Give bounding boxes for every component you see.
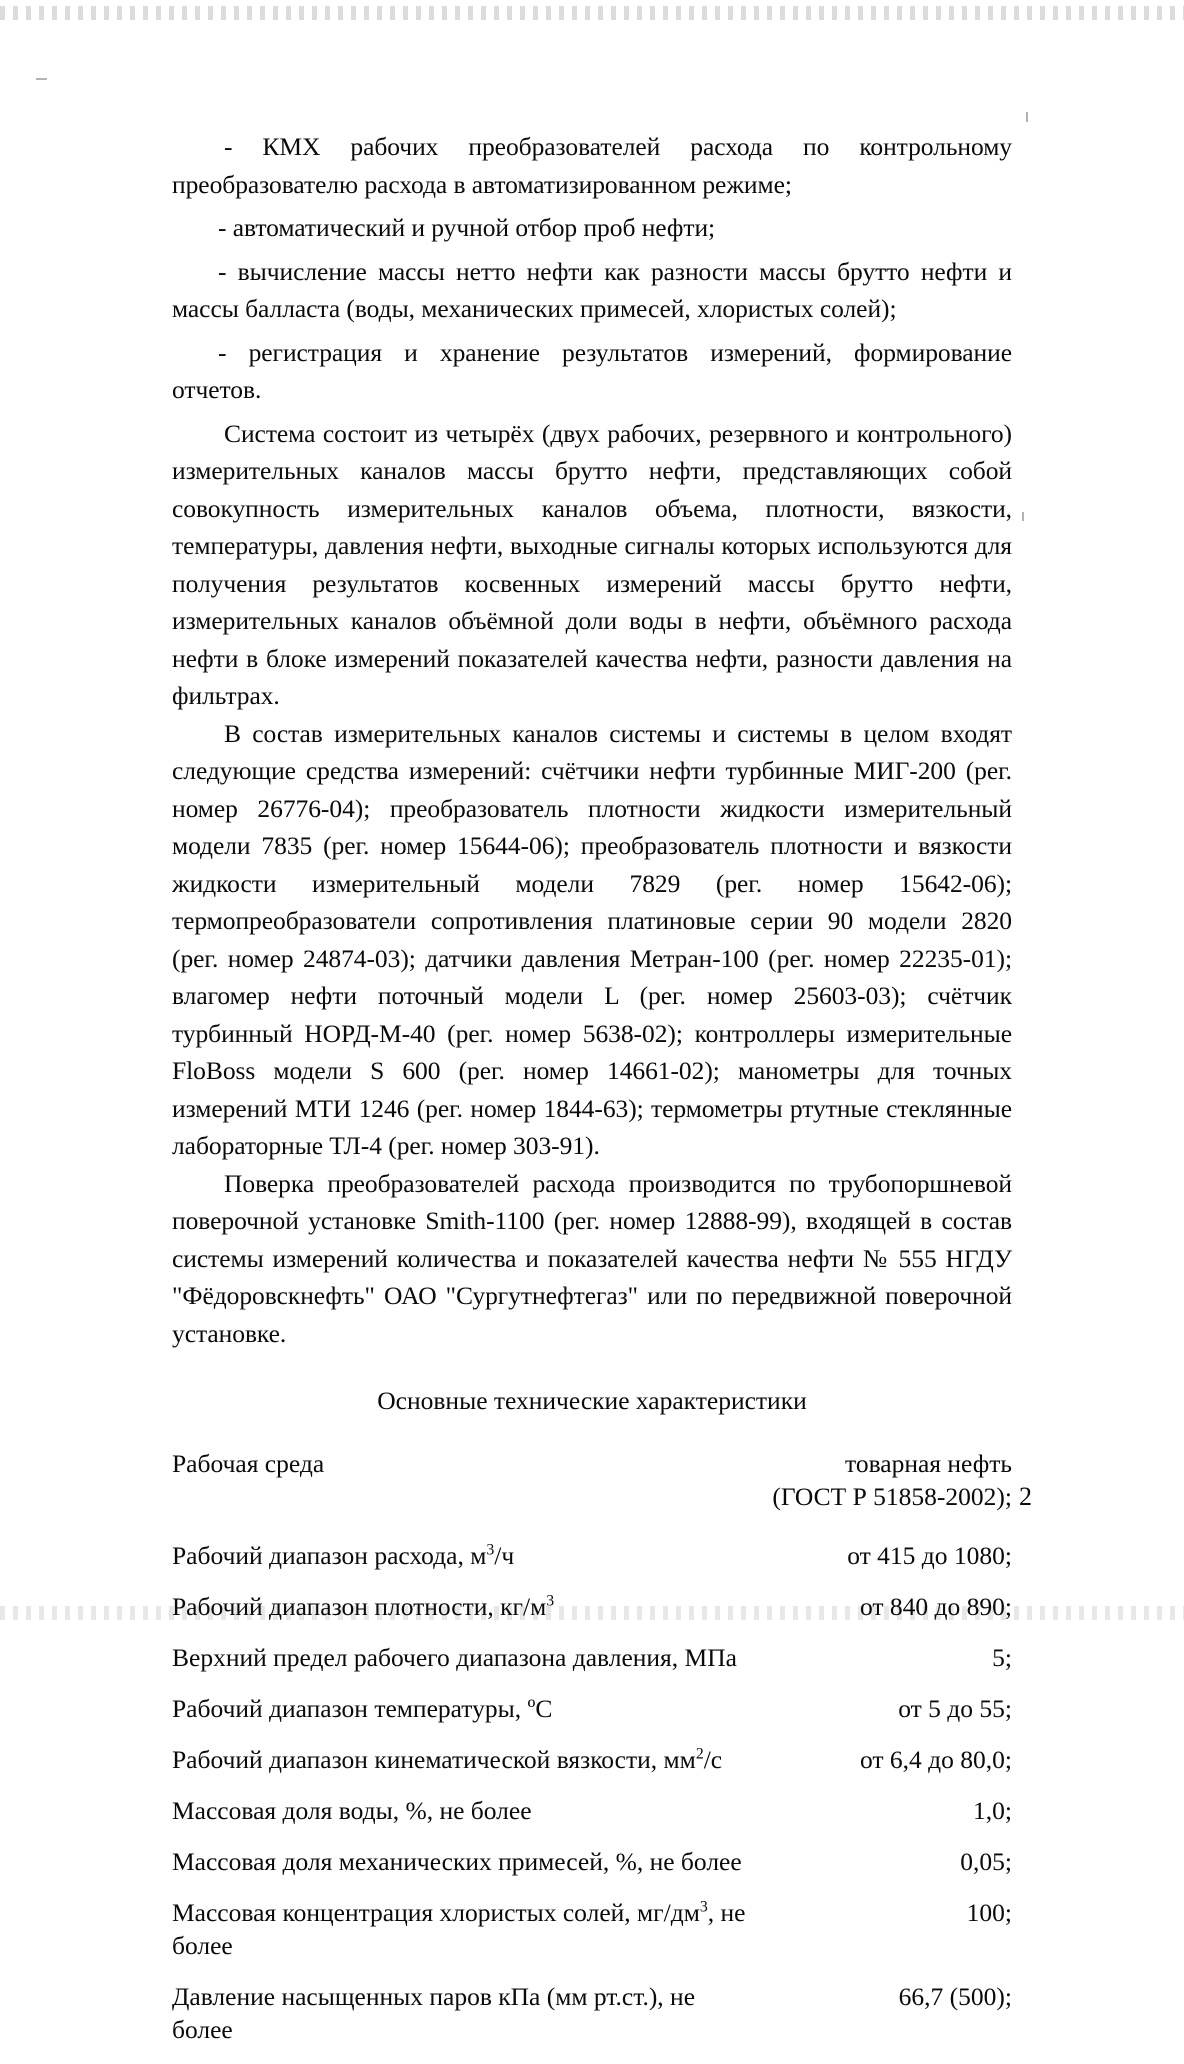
spec-value xyxy=(772,1539,1012,1590)
spec-label xyxy=(172,1896,772,1980)
spec-value-line: (ГОСТ Р 51858-2002); xyxy=(772,1482,1012,1511)
spec-label-text: Рабочий диапазон расхода, м xyxy=(172,1541,487,1570)
spec-value xyxy=(772,1692,1012,1743)
page-number: 2 xyxy=(1019,1482,1032,1511)
bullet-item-1: - КМХ рабочих преобразователей расхода по контрольному преобразователю расхода в автоматизированном режиме; xyxy=(172,132,1012,199)
spec-label xyxy=(172,1794,772,1845)
bullet-item-4: - регистрация и хранение результатов измерений, формирование отчетов. xyxy=(172,337,1012,404)
spec-label-text: Рабочий диапазон температуры, ºС xyxy=(172,1694,553,1723)
spec-label xyxy=(172,1743,772,1794)
spec-row xyxy=(172,1590,1012,1641)
spec-row xyxy=(172,1539,1012,1590)
spec-value-line: от 6,4 до 80,0; xyxy=(860,1745,1012,1774)
bullet-item-2: - автоматический и ручной отбор проб нефти; xyxy=(218,213,716,242)
spec-value-line: от 5 до 55; xyxy=(898,1694,1012,1723)
spec-row xyxy=(172,1794,1012,1845)
spec-value xyxy=(772,1447,1012,1539)
spec-row xyxy=(172,1845,1012,1896)
spec-label-text: Рабочий диапазон плотности, кг/м xyxy=(172,1592,547,1621)
spec-value-line: 100; xyxy=(966,1898,1012,1927)
spec-label-text: , не более xyxy=(172,1898,746,1960)
spec-value-line: 1,0; xyxy=(973,1796,1012,1825)
spec-value-line: 66,7 (500); xyxy=(898,1982,1012,2011)
spec-label-text: Рабочий диапазон кинематической вязкости, мм xyxy=(172,1745,696,1774)
spec-label xyxy=(172,1641,772,1692)
spec-label-text: Массовая концентрация хлористых солей, мг/дм xyxy=(172,1898,700,1927)
spec-label-text: Рабочая среда xyxy=(172,1449,325,1478)
scan-speck xyxy=(36,78,47,80)
scan-speck xyxy=(1022,512,1024,521)
spec-label-text: Давление насыщенных паров кПа (мм рт.ст.), не более xyxy=(172,1982,696,2044)
spec-label xyxy=(172,1447,772,1539)
spec-label-text: /ч xyxy=(494,1541,515,1570)
spec-row xyxy=(172,1980,1012,2064)
spec-row xyxy=(172,1447,1012,1539)
spec-label-text: Верхний предел рабочего диапазона давления, МПа xyxy=(172,1643,737,1672)
paragraph-measuring-instruments: В состав измерительных каналов системы и системы в целом входят следующие средства измерений: счётчики нефти турбинные МИГ-200 (рег. номер 26776-04); преобразователь плотности жидкости измерительный модели 7835 (рег. номер 15644-06); преобразователь плотности и вязкости жидкости измерительный модели 7829 (рег. номер 15642-06); термопреобразователи сопротивления платиновые серии 90 модели 2820 (рег. номер 24874-03); датчики давления Метран-100 (рег. номер 22235-01); влагомер нефти поточный модели L (рег. номер 25603-03); счётчик турбинный НОРД-М-40 (рег. номер 5638-02); контроллеры измерительные FloBoss модели S 600 (рег. номер 14661-02); манометры для точных измерений МТИ 1246 (рег. номер 1844-63); термометры ртутные стеклянные лабораторные ТЛ-4 (рег. номер 303-91). xyxy=(172,718,1012,1160)
scan-artifact-top xyxy=(0,6,1184,20)
spec-value xyxy=(772,1743,1012,1794)
spec-label-text: Массовая доля механических примесей, %, не более xyxy=(172,1847,742,1876)
specs-heading: Основные технические характеристики xyxy=(377,1386,807,1415)
spec-value xyxy=(772,1641,1012,1692)
spec-value xyxy=(772,1980,1012,2064)
spec-label xyxy=(172,1692,772,1743)
spec-label-text: /с xyxy=(703,1745,723,1774)
spec-label-superscript: 3 xyxy=(699,1898,708,1916)
spec-value xyxy=(772,1590,1012,1641)
spec-value xyxy=(772,1896,1012,1980)
spec-label-superscript: 3 xyxy=(546,1592,555,1610)
spec-label-superscript: 2 xyxy=(695,1745,704,1763)
spec-row xyxy=(172,1641,1012,1692)
spec-value-line: 0,05; xyxy=(960,1847,1012,1876)
bullet-item-3: - вычисление массы нетто нефти как разности массы брутто нефти и массы балласта (воды, механических примесей, хлористых солей); xyxy=(172,256,1012,323)
spec-label xyxy=(172,1845,772,1896)
spec-value xyxy=(772,1794,1012,1845)
spec-value-line: от 415 до 1080; xyxy=(847,1541,1012,1570)
spec-value-line: 5; xyxy=(992,1643,1012,1672)
spec-value-line: от 840 до 890; xyxy=(860,1592,1012,1621)
spec-label xyxy=(172,1590,772,1641)
specifications-body xyxy=(172,1447,1012,2064)
spec-value-line: товарная нефть xyxy=(845,1449,1012,1478)
spec-value xyxy=(772,1845,1012,1896)
spec-row xyxy=(172,1692,1012,1743)
spec-label xyxy=(172,1539,772,1590)
spec-row xyxy=(172,1896,1012,1980)
spec-label-text: Массовая доля воды, %, не более xyxy=(172,1796,532,1825)
spec-label xyxy=(172,1980,772,2064)
spec-label-superscript: 3 xyxy=(486,1541,495,1559)
page-body xyxy=(172,128,1012,2064)
scan-speck xyxy=(1026,112,1028,122)
paragraph-verification: Поверка преобразователей расхода производится по трубопоршневой поверочной установке Smith-1100 (рег. номер 12888-99), входящей в состав системы измерений количества и показателей качества нефти № 555 НГДУ "Фёдоровскнефть" ОАО "Сургутнефтегаз" или по передвижной поверочной установке. xyxy=(172,1168,1012,1348)
paragraph-system-composition: Система состоит из четырёх (двух рабочих, резервного и контрольного) измерительных каналов массы брутто нефти, представляющих собой совокупность измерительных каналов объема, плотности, вязкости, температуры, давления нефти, выходные сигналы которых используются для получения результатов косвенных измерений массы брутто нефти, измерительных каналов объёмной доли воды в нефти, объёмного расхода нефти в блоке измерений показателей качества нефти, разности давления на фильтрах. xyxy=(172,418,1012,710)
spec-row xyxy=(172,1743,1012,1794)
specifications-table xyxy=(172,1447,1012,2064)
